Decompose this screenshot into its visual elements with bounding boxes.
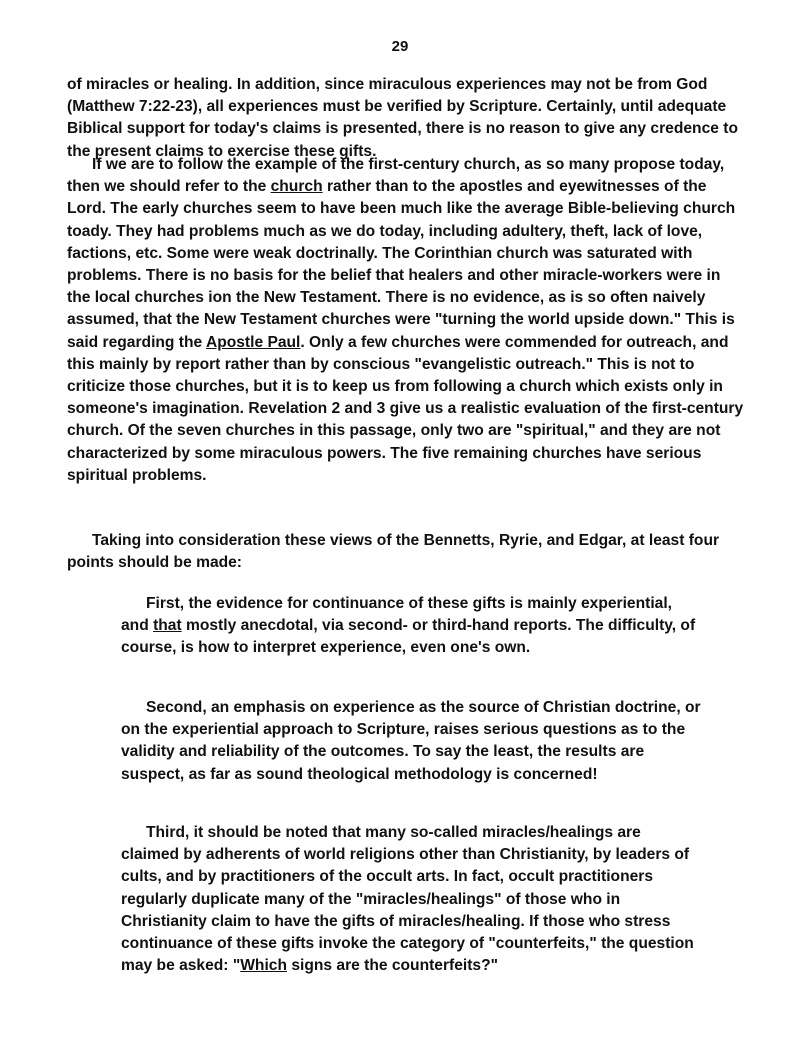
underlined-church: church [270, 178, 323, 196]
point-first [121, 593, 701, 660]
point-third [121, 822, 701, 977]
paragraph-text: rather than to the apostles and eyewitnesses of the Lord. The early churches seem to have been much like the average Bible-believing church toady. They had problems much as we do today, including adultery, theft, lack of love, factions, etc. Some were weak doctrinally. The Corinthian church was saturated with problems. There is no basis for the belief that healers and other miracle-workers were in the local churches ion the New Testament. There is no evidence, as is so often naively assumed, that the New Testament churches were "turning the world upside down." This is said regarding the [67, 178, 736, 351]
paragraph-four-points-intro: Taking into consideration these views of the Bennetts, Ryrie, and Edgar, at least four points should be made: [67, 532, 720, 572]
point-text: Third, it should be noted that many so-called miracles/healings are claimed by adherents of world religions other than Christianity, by leaders of cults, and by practitioners of the occult arts. In fact, occult practitioners regularly duplicate many of the "miracles/healings" of those who in Christianity claim to have the gifts of miracles/healing. If those who stress continuance of these gifts invoke the category of "counterfeits," the question may be asked: " [121, 824, 694, 975]
underlined-which: Which [240, 957, 287, 975]
point-text: mostly anecdotal, via second- or third-hand reports. The difficulty, of course, is how to interpret experience, even one's own. [121, 617, 696, 657]
underlined-that: that [153, 617, 182, 635]
paragraph-text: . Only a few churches were commended for outreach, and this mainly by report rather than by conscious "evangelistic outreach." This is not to criticize those churches, but it is to keep us from following a church which exists only in someone's imagination. Revelation 2 and 3 give us a realistic evaluation of the first-century church. Of the seven churches in this passage, only two are "spiritual," and they are not characterized by some miraculous powers. The five remaining churches have serious spiritual problems. [67, 333, 744, 484]
paragraph-first-century-church [67, 154, 747, 487]
point-text: signs are the counterfeits?" [287, 957, 499, 975]
point-second: Second, an emphasis on experience as the source of Christian doctrine, or on the experiential approach to Scripture, raises serious questions as to the validity and reliability of the outcomes. To say the least, the results are suspect, as far as sound theological methodology is concerned! [121, 699, 701, 783]
paragraph-continuation: of miracles or healing. In addition, since miraculous experiences may not be from God (Matthew 7:22-23), all experiences must be verified by Scripture. Certainly, until adequate Biblical support for today's claims is presented, there is no reason to give any credence to the present claims to exercise these gifts. [67, 76, 738, 160]
underlined-apostle-paul: Apostle Paul [205, 333, 301, 351]
paragraph-text: If we are to follow the example of the first-century church, as so many propose today, then we should refer to the [67, 156, 725, 196]
point-text: First, the evidence for continuance of these gifts is mainly experiential, and [121, 595, 672, 635]
page-number: 29 [391, 38, 409, 55]
